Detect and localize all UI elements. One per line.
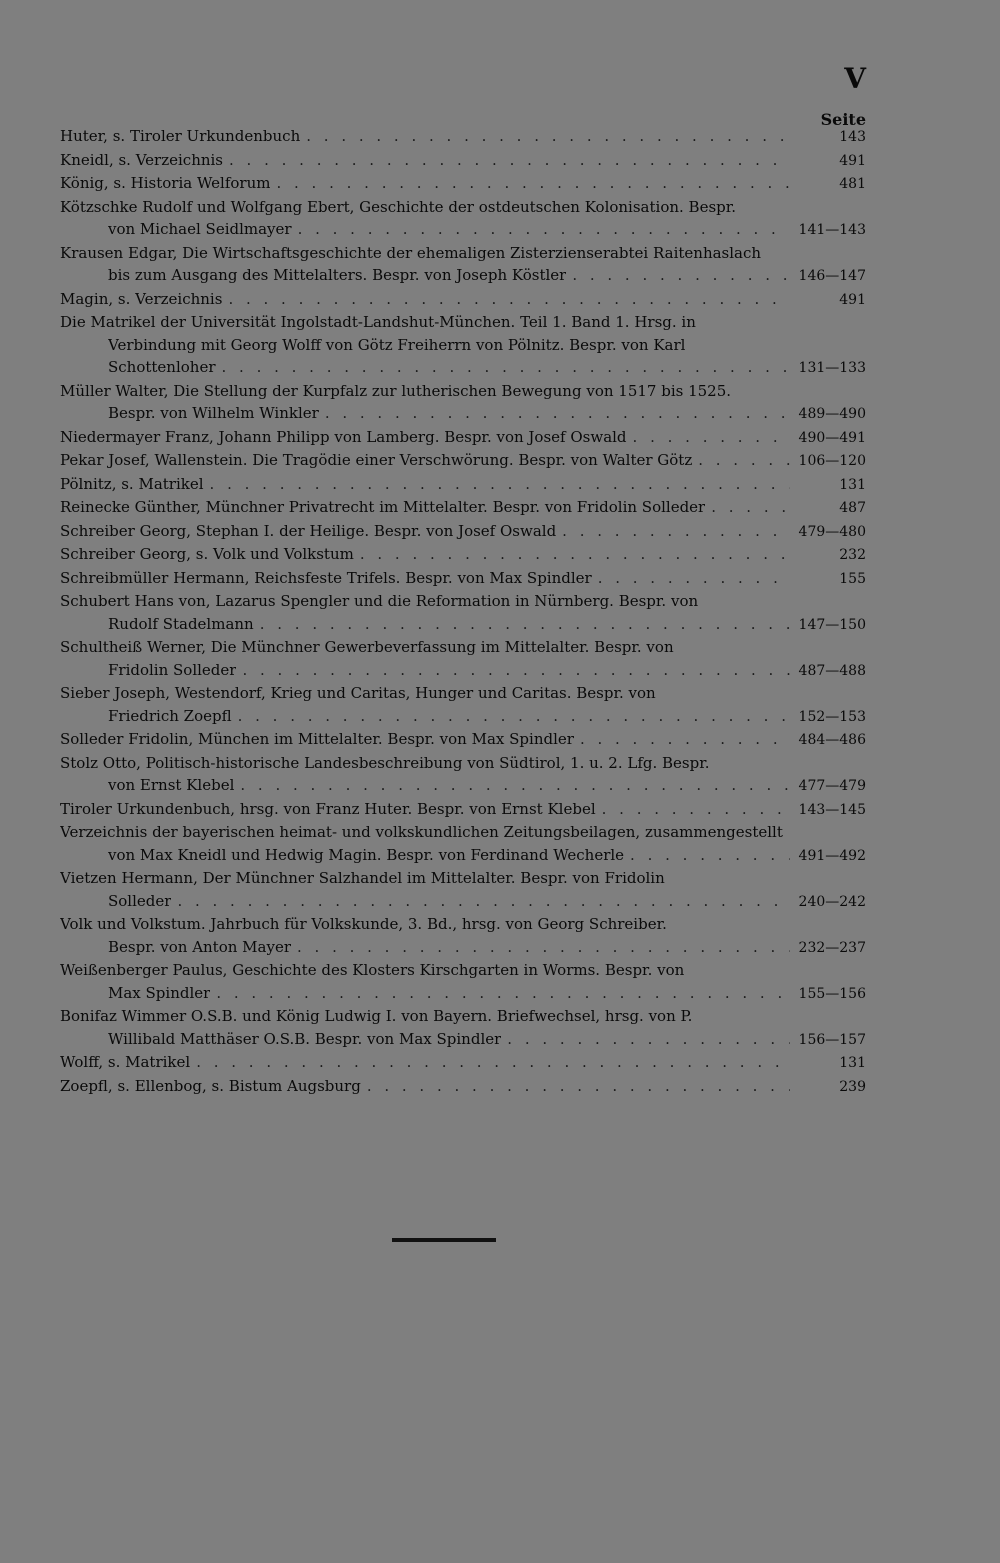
index-entry (60, 288, 866, 312)
index-entry-line (60, 613, 866, 637)
page-reference: 477—479 (798, 778, 866, 794)
page-reference: 131 (839, 1055, 866, 1071)
page-reference: 491 (839, 291, 866, 308)
index-entry (60, 149, 866, 173)
index-entry (60, 636, 866, 682)
page-reference: 131—133 (798, 360, 866, 376)
page-reference: 232—237 (798, 939, 866, 956)
page-reference: 131 (839, 476, 866, 493)
index-entry-line (60, 890, 866, 914)
index-entry (60, 1051, 866, 1075)
index-entry (60, 567, 866, 591)
dot-leader (507, 1028, 790, 1051)
index-entry-line (60, 473, 866, 497)
page-reference: 484—486 (798, 732, 866, 748)
page-reference: 147—150 (798, 616, 866, 633)
entry-text: Stolz Otto, Politisch-historische Landesbeschreibung von Südtirol, 1. u. 2. Lfg. Bespr. (60, 753, 710, 772)
index-entry (60, 449, 866, 473)
entry-text: König, s. Historia Welforum (60, 174, 271, 192)
index-entry-line (60, 242, 866, 265)
entry-text: Niedermayer Franz, Johann Philipp von Lamberg. Bespr. von Josef Oswald (60, 427, 627, 446)
entry-text: Müller Walter, Die Stellung der Kurpfalz zur lutherischen Bewegung von 1517 bis 1525. (60, 381, 732, 400)
dot-leader (240, 774, 790, 797)
index-entry-line (60, 1051, 866, 1075)
dot-leader (306, 125, 790, 148)
index-entry (60, 590, 866, 636)
index-entry-line (60, 682, 866, 705)
index-entry-line (60, 1075, 866, 1099)
index-entry-line (60, 659, 866, 683)
entry-text: Zoepfl, s. Ellenbog, s. Bistum Augsburg (60, 1076, 361, 1095)
index-entry-line (60, 520, 866, 544)
entry-text: Verbindung mit Georg Wolff von Götz Freiherrn von Pölnitz. Bespr. von Karl (108, 335, 686, 354)
index-entry-line (60, 288, 866, 312)
index-entry-line (60, 752, 866, 775)
entry-text: Schreiber Georg, s. Volk und Volkstum (60, 545, 354, 563)
entry-text: von Max Kneidl und Hedwig Magin. Bespr. von Ferdinand Wecherle (108, 845, 625, 864)
page-reference: 487—488 (798, 662, 866, 679)
dot-leader (228, 288, 790, 311)
dot-leader (367, 1075, 790, 1098)
entry-text: Fridolin Solleder (108, 660, 237, 679)
dot-leader (276, 172, 790, 195)
page-reference: 479—480 (798, 523, 866, 540)
index-entry-line (60, 821, 866, 844)
page-number: V (844, 62, 866, 95)
index-entry-line (60, 982, 866, 1006)
dot-leader (260, 613, 790, 636)
index-entry-line (60, 936, 866, 960)
index-entry-line (60, 798, 866, 822)
entry-text: Wolff, s. Matrikel (60, 1053, 191, 1071)
entry-text: Die Matrikel der Universität Ingolstadt-Landshut-München. Teil 1. Band 1. Hrsg. in (60, 313, 696, 331)
entry-text: Max Spindler (108, 983, 211, 1002)
index-entry (60, 867, 866, 913)
page-reference: 491 (839, 152, 866, 169)
entry-text: von Michael Seidlmayer (108, 220, 292, 238)
index-entry (60, 543, 866, 567)
index-entry-line (60, 567, 866, 591)
page-reference: 155 (839, 570, 866, 587)
index-entry (60, 1005, 866, 1051)
entry-text: Vietzen Hermann, Der Münchner Salzhandel im Mittelalter. Bespr. von Fridolin (60, 869, 665, 887)
dot-leader (177, 890, 790, 913)
page-reference: 481 (839, 176, 866, 192)
entry-text: Reinecke Günther, Münchner Privatrecht im Mittelalter. Bespr. von Fridolin Solleder (60, 498, 706, 516)
entry-text: Willibald Matthäser O.S.B. Bespr. von Max Spindler (108, 1029, 502, 1048)
index-entry-line (60, 728, 866, 752)
entry-text: Schreibmüller Hermann, Reichsfeste Trifels. Bespr. von Max Spindler (60, 568, 592, 587)
index-entry (60, 520, 866, 544)
index-entry (60, 125, 866, 149)
index-entry-line (60, 774, 866, 798)
index-entry-line (60, 636, 866, 659)
page-reference: 490—491 (798, 429, 866, 446)
page-reference: 146—147 (798, 268, 866, 284)
index-entry-line (60, 149, 866, 173)
page-reference: 156—157 (798, 1031, 866, 1048)
index-entry-line (60, 334, 866, 357)
entry-text: von Ernst Klebel (108, 776, 235, 794)
entry-text: Sieber Joseph, Westendorf, Krieg und Caritas, Hunger und Caritas. Bespr. von (60, 684, 656, 702)
dot-leader (222, 356, 791, 379)
page-reference: 489—490 (798, 406, 866, 422)
entry-text: Krausen Edgar, Die Wirtschaftsgeschichte der ehemaligen Zisterzienserabtei Raitenhaslach (60, 243, 762, 262)
index-entry (60, 196, 866, 242)
entry-text: Kneidl, s. Verzeichnis (60, 150, 224, 169)
entry-text: Magin, s. Verzeichnis (60, 289, 223, 308)
index-entry (60, 242, 866, 288)
index-entry-line (60, 1028, 866, 1052)
dot-leader (630, 844, 790, 867)
page-reference: 239 (839, 1078, 866, 1095)
index-entry-line (60, 913, 866, 936)
index-entry-line (60, 449, 866, 473)
index-entry-line (60, 264, 866, 288)
entry-text: bis zum Ausgang des Mittelalters. Bespr. von Joseph Köstler (108, 266, 567, 284)
index-entry (60, 682, 866, 728)
index-list (60, 125, 866, 1098)
index-entry-line (60, 705, 866, 729)
page-reference: 487 (839, 500, 866, 516)
entry-text: Tiroler Urkundenbuch, hrsg. von Franz Huter. Bespr. von Ernst Klebel (60, 799, 596, 818)
entry-text: Pekar Josef, Wallenstein. Die Tragödie einer Verschwörung. Bespr. von Walter Götz (60, 451, 693, 469)
page-reference: 106—120 (798, 453, 866, 469)
dot-leader (562, 520, 790, 543)
dot-leader (602, 798, 790, 821)
index-entry (60, 913, 866, 959)
page-reference: 143—145 (798, 801, 866, 818)
index-entry-line (60, 380, 866, 403)
index-entry-line (60, 311, 866, 334)
entry-text: Schottenloher (108, 358, 216, 376)
page-reference: 155—156 (798, 985, 866, 1002)
index-entry-line (60, 218, 866, 242)
dot-leader (238, 705, 790, 728)
entry-text: Solleder Fridolin, München im Mittelalter. Bespr. von Max Spindler (60, 730, 574, 748)
dot-leader (216, 982, 790, 1005)
index-entry-line (60, 172, 866, 196)
dot-leader (598, 567, 790, 590)
dot-leader (297, 936, 790, 959)
dot-leader (572, 264, 790, 287)
index-entry (60, 311, 866, 380)
dot-leader (298, 218, 790, 241)
dot-leader (229, 149, 790, 172)
entry-text: Rudolf Stadelmann (108, 614, 254, 633)
entry-text: Kötzschke Rudolf und Wolfgang Ebert, Geschichte der ostdeutschen Kolonisation. Bespr. (60, 197, 737, 216)
page-reference: 491—492 (798, 847, 866, 864)
entry-text: Weißenberger Paulus, Geschichte des Klosters Kirschgarten in Worms. Bespr. von (60, 961, 685, 979)
index-entry-line (60, 959, 866, 982)
index-entry (60, 473, 866, 497)
index-entry (60, 821, 866, 867)
page-reference: 232 (839, 547, 866, 563)
dot-leader (711, 496, 790, 519)
index-entry (60, 1075, 866, 1099)
index-entry-line (60, 125, 866, 149)
dot-leader (325, 402, 790, 425)
index-entry (60, 380, 866, 426)
page-reference: 141—143 (798, 222, 866, 238)
entry-text: Volk und Volkstum. Jahrbuch für Volkskunde, 3. Bd., hrsg. von Georg Schreiber. (60, 915, 667, 933)
dot-leader (196, 1051, 790, 1074)
index-entry-line (60, 402, 866, 426)
index-entry (60, 959, 866, 1005)
index-entry-line (60, 356, 866, 380)
page-reference: 152—153 (798, 708, 866, 725)
index-entry-line (60, 196, 866, 219)
entry-text: Verzeichnis der bayerischen heimat- und volkskundlichen Zeitungsbeilagen, zusammengestellt (60, 823, 783, 841)
entry-text: Bespr. von Anton Mayer (108, 937, 291, 956)
entry-text: Pölnitz, s. Matrikel (60, 474, 204, 493)
entry-text: Schreiber Georg, Stephan I. der Heilige. Bespr. von Josef Oswald (60, 521, 557, 540)
entry-text: Solleder (108, 891, 172, 910)
dot-leader (210, 473, 790, 496)
index-entry (60, 426, 866, 450)
index-entry (60, 752, 866, 798)
dot-leader (242, 659, 790, 682)
entry-text: Huter, s. Tiroler Urkundenbuch (60, 127, 301, 145)
index-entry-line (60, 426, 866, 450)
page-reference: 240—242 (798, 893, 866, 910)
dot-leader (633, 426, 790, 449)
closing-rule (392, 1238, 496, 1242)
dot-leader (360, 543, 790, 566)
entry-text: Bespr. von Wilhelm Winkler (108, 404, 319, 422)
index-entry-line (60, 543, 866, 567)
index-entry (60, 496, 866, 520)
index-entry-line (60, 496, 866, 520)
index-entry (60, 728, 866, 752)
seite-column-header: Seite (820, 110, 866, 129)
entry-text: Bonifaz Wimmer O.S.B. und König Ludwig I. von Bayern. Briefwechsel, hrsg. von P. (60, 1007, 693, 1025)
dot-leader (580, 728, 790, 751)
page-reference: 143 (839, 129, 866, 145)
index-entry-line (60, 867, 866, 890)
index-entry (60, 172, 866, 196)
index-entry (60, 798, 866, 822)
index-entry-line (60, 844, 866, 868)
entry-text: Schultheiß Werner, Die Münchner Gewerbeverfassung im Mittelalter. Bespr. von (60, 638, 674, 656)
index-entry-line (60, 1005, 866, 1028)
dot-leader (698, 449, 790, 472)
entry-text: Friedrich Zoepfl (108, 706, 232, 725)
index-entry-line (60, 590, 866, 613)
entry-text: Schubert Hans von, Lazarus Spengler und die Reformation in Nürnberg. Bespr. von (60, 592, 699, 610)
